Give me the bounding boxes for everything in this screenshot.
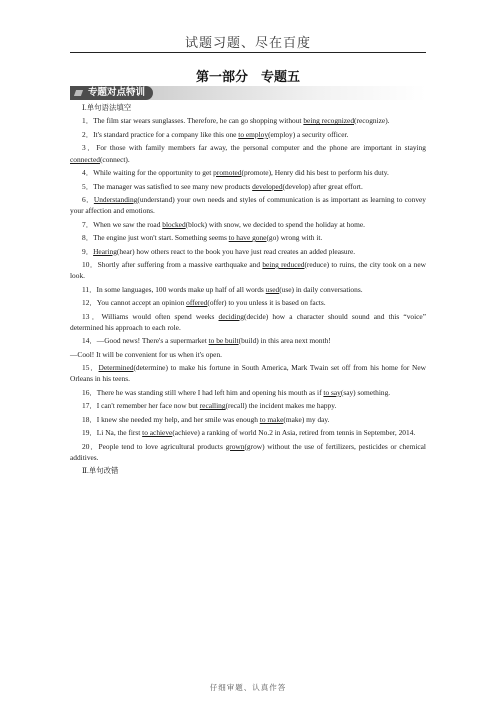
header-rule: [70, 52, 426, 53]
item-hint: (hear) how others react to the book you have just read creates an added pleasure.: [116, 246, 356, 256]
item-number: 15．: [82, 363, 99, 373]
item-text: Shortly after suffering from a massive earthquake and: [97, 260, 263, 270]
exercise-item: [70, 414, 426, 425]
item-answer: to be built: [208, 336, 239, 346]
item-answer: to say: [323, 387, 341, 397]
part1-heading: Ⅰ.单句语法填空: [82, 103, 132, 112]
item-number: 5．: [82, 181, 94, 191]
item-number: 11．: [82, 284, 97, 294]
item-answer: developed: [252, 181, 283, 191]
part2-heading: Ⅱ.单句改错: [82, 466, 119, 476]
item-answer: to have gone: [228, 233, 267, 243]
item-hint: (understand) your own needs and styles of communication is as important as learning to convey your affection and emotions.: [70, 195, 426, 216]
item-number: 18．: [82, 414, 97, 424]
item-text: While waiting for the opportunity to get: [93, 168, 214, 178]
item-hint: (use) in daily conversations.: [279, 284, 363, 294]
page-header: 试题习题、尽在百度: [184, 35, 311, 50]
exercise-item: [70, 219, 426, 230]
item-hint: (develop) after great effort.: [282, 181, 363, 191]
item-number: 16．: [82, 387, 97, 397]
exercise-item: [70, 167, 426, 178]
item-text: The film star wears sunglasses. Therefore, he can go shopping without: [93, 116, 304, 126]
exercise-item: [70, 181, 426, 192]
exercise-item: [70, 232, 426, 243]
exercise-item: [70, 400, 426, 411]
item-text: I knew she needed my help, and her smile was enough: [96, 414, 260, 424]
item-text: When we saw the road: [93, 219, 163, 229]
exercise-item: [70, 441, 426, 463]
item-number: 20．: [82, 441, 99, 451]
exercise-item: [70, 259, 426, 281]
exercise-item: [70, 129, 426, 140]
item-text: The manager was satisfied to see many new products: [93, 181, 253, 191]
item-answer: Hearing: [93, 246, 117, 256]
item-number: 14．: [82, 336, 97, 346]
item-answer: promoted: [213, 168, 242, 178]
item-hint: (go) wrong with it.: [266, 233, 323, 243]
item-hint: (say) something.: [340, 387, 391, 397]
item-answer: grown: [225, 441, 245, 451]
item-text: For those with family members far away, the personal computer and the phone are important in staying: [96, 143, 426, 153]
exercise-item: [70, 311, 426, 333]
exercise-item: [70, 284, 426, 295]
item-hint: (make) my day.: [283, 414, 330, 424]
item-number: 13．: [82, 311, 102, 321]
exercise-list: [70, 115, 426, 462]
item-number: 10．: [82, 260, 98, 270]
item-text: —Cool! It will be convenient for us when it's open.: [70, 349, 222, 359]
exercise-item: [70, 387, 426, 398]
item-text: It's standard practice for a company like this one: [93, 129, 239, 139]
item-hint: (recognize).: [354, 116, 390, 126]
item-answer: recalling: [199, 401, 226, 411]
item-answer: offered: [186, 298, 208, 308]
item-number: 9．: [82, 246, 94, 256]
item-hint: (employ) a security officer.: [268, 129, 349, 139]
item-hint: (grow) without the use of fertilizers, pesticides or chemical additives.: [70, 441, 426, 462]
section-label: 专题对点特训: [70, 86, 153, 100]
item-answer: connected: [70, 154, 100, 164]
item-hint: (build) in this area next month!: [238, 336, 331, 346]
item-hint: (achieve) a ranking of world No.2 in Asia, retired from tennis in September, 2014.: [172, 428, 416, 438]
item-answer: being reduced: [262, 260, 305, 270]
section-banner: [70, 86, 426, 100]
exercise-item: [70, 194, 426, 216]
item-hint: (determine) to make his fortune in South America, Mark Twain set off from his home for New Orleans in his teens.: [70, 363, 426, 384]
item-text: People tend to love agricultural products: [98, 441, 226, 451]
item-text: You cannot accept an opinion: [96, 298, 187, 308]
item-answer: to achieve: [142, 428, 173, 438]
item-text: —Good news! There's a supermarket: [96, 336, 209, 346]
page-title: 第一部分 专题五: [195, 70, 300, 85]
exercise-item: [70, 349, 426, 360]
item-number: 1．: [82, 116, 94, 126]
page-footer: 仔细审题、认真作答: [209, 683, 287, 692]
item-hint: (promote), Henry did his best to perform his duty.: [241, 168, 389, 178]
item-hint: (connect).: [99, 154, 130, 164]
item-text: I can't remember her face now but: [96, 401, 200, 411]
item-number: 12．: [82, 298, 97, 308]
item-hint: (decide) how a character should sound and this “voice” determined his approach to each role.: [70, 311, 426, 332]
exercise-content: [70, 102, 426, 476]
exercise-item: [70, 142, 426, 164]
item-text: Williams would often spend weeks: [101, 311, 219, 321]
item-text: In some languages, 100 words make up half of all words: [96, 284, 266, 294]
item-answer: blocked: [162, 219, 186, 229]
item-answer: being recognized: [303, 116, 355, 126]
item-number: 3．: [82, 143, 97, 153]
item-number: 7．: [82, 219, 94, 229]
item-number: 6．: [82, 195, 94, 204]
exercise-item: [70, 246, 426, 257]
item-answer: Determined: [98, 363, 134, 373]
item-number: 2．: [82, 129, 94, 139]
item-number: 4．: [82, 168, 94, 178]
item-number: 19．: [82, 428, 97, 438]
item-answer: Understanding: [93, 195, 138, 204]
item-hint: (block) with snow, we decided to spend the holiday at home.: [185, 219, 365, 229]
item-hint: (reduce) to ruins, the city took on a new look.: [70, 260, 426, 281]
item-text: The engine just won't start. Something seems: [93, 233, 229, 243]
item-hint: (recall) the incident makes me happy.: [225, 401, 337, 411]
item-answer: to make: [259, 414, 284, 424]
exercise-item: [70, 115, 426, 126]
item-text: There he was standing still where I had left him and opening his mouth as if: [96, 387, 324, 397]
item-hint: (offer) to you unless it is based on facts.: [207, 298, 326, 308]
item-number: 17．: [82, 401, 97, 411]
item-answer: to employ: [238, 129, 269, 139]
exercise-item: [70, 362, 426, 384]
item-text: Li Na, the first: [96, 428, 143, 438]
exercise-item: [70, 335, 426, 346]
item-answer: deciding: [218, 311, 244, 321]
exercise-item: [70, 427, 426, 438]
item-number: 8．: [82, 233, 94, 243]
exercise-item: [70, 297, 426, 308]
item-answer: used: [265, 284, 280, 294]
